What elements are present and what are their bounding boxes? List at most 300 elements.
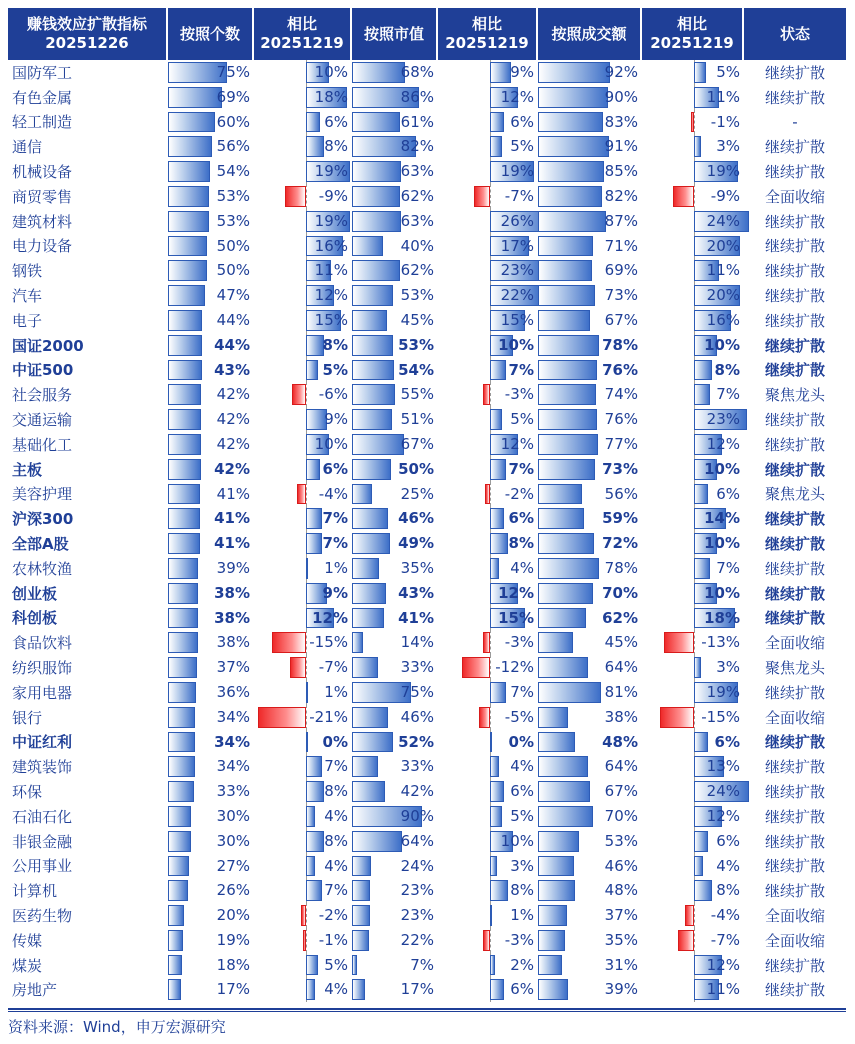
cell-count-change xyxy=(254,655,352,680)
cell-turnover xyxy=(538,779,642,804)
cell-count-change xyxy=(254,531,352,556)
cell-value: 5% xyxy=(324,955,348,974)
cell-mktcap xyxy=(352,506,438,531)
level-bar xyxy=(538,409,597,430)
table-row xyxy=(8,754,846,779)
cell-turnover xyxy=(538,804,642,829)
cell-value: 12% xyxy=(706,806,740,825)
row-status: 继续扩散 xyxy=(764,138,825,157)
cell-value: 23% xyxy=(400,881,434,900)
change-bar-negative xyxy=(285,186,306,207)
cell-mktcap xyxy=(352,308,438,333)
change-bar-positive xyxy=(490,409,502,430)
cell-count xyxy=(168,606,254,631)
cell-inner xyxy=(168,87,254,108)
level-bar xyxy=(168,112,215,133)
change-bar-positive xyxy=(306,756,322,777)
cell-value: 12% xyxy=(498,583,534,602)
cell-count xyxy=(168,705,254,730)
cell-inner xyxy=(352,508,438,529)
cell-count xyxy=(168,878,254,903)
cell-inner xyxy=(538,87,642,108)
level-bar xyxy=(168,310,202,331)
cell-inner xyxy=(438,608,538,629)
header-count-change-date: 20251219 xyxy=(260,34,344,52)
table-row xyxy=(8,655,846,680)
cell-turnover xyxy=(538,655,642,680)
change-bar-negative xyxy=(301,905,306,926)
row-name: 非银金融 xyxy=(12,832,73,851)
change-bar-positive xyxy=(694,880,712,901)
cell-inner xyxy=(254,508,352,529)
cell-value: 6% xyxy=(510,980,534,999)
cell-value: 19% xyxy=(706,682,740,701)
cell-turnover-change xyxy=(642,506,744,531)
change-bar-positive xyxy=(490,459,506,480)
cell-inner xyxy=(254,756,352,777)
cell-inner xyxy=(538,756,642,777)
cell-inner xyxy=(438,161,538,182)
cell-mktcap-change xyxy=(438,283,538,308)
cell-inner xyxy=(538,732,642,753)
cell-value: -3% xyxy=(504,385,534,404)
cell-value: -9% xyxy=(710,186,740,205)
cell-inner xyxy=(438,384,538,405)
header-mktcap: 按照市值 xyxy=(352,8,438,60)
cell-inner xyxy=(352,384,438,405)
cell-turnover-change xyxy=(642,110,744,135)
cell-count xyxy=(168,85,254,110)
cell-mktcap-change xyxy=(438,779,538,804)
table-row xyxy=(8,110,846,135)
cell-turnover-change xyxy=(642,655,744,680)
level-bar xyxy=(352,434,404,455)
cell-value: 0% xyxy=(322,732,348,751)
row-status: 继续扩散 xyxy=(764,783,825,801)
cell-value: 64% xyxy=(604,658,638,677)
cell-value: 11% xyxy=(706,87,740,106)
level-bar xyxy=(538,335,599,356)
level-bar xyxy=(352,533,390,554)
zero-axis xyxy=(694,928,695,953)
cell-inner xyxy=(538,831,642,852)
change-bar-positive xyxy=(306,682,308,703)
cell-turnover-change xyxy=(642,432,744,457)
cell-inner xyxy=(438,285,538,306)
cell-mktcap-change xyxy=(438,110,538,135)
change-bar-positive xyxy=(490,682,506,703)
level-bar xyxy=(168,508,200,529)
cell-turnover xyxy=(538,556,642,581)
cell-mktcap-change xyxy=(438,506,538,531)
level-bar xyxy=(168,756,195,777)
level-bar xyxy=(352,409,392,430)
cell-inner xyxy=(438,856,538,877)
row-status: 继续扩散 xyxy=(764,535,825,554)
diffusion-table xyxy=(8,8,846,1002)
row-name: 农林牧渔 xyxy=(12,559,73,578)
cell-value: 52% xyxy=(398,732,434,751)
level-bar xyxy=(352,459,391,480)
cell-count-change xyxy=(254,854,352,879)
cell-count-change xyxy=(254,209,352,234)
cell-value: 46% xyxy=(398,509,434,528)
cell-value: -3% xyxy=(504,930,534,949)
table-row xyxy=(8,953,846,978)
cell-turnover-change xyxy=(642,754,744,779)
cell-mktcap xyxy=(352,85,438,110)
cell-inner xyxy=(642,285,744,306)
level-bar xyxy=(538,459,595,480)
change-bar-negative xyxy=(474,186,490,207)
cell-turnover xyxy=(538,382,642,407)
cell-value: 24% xyxy=(706,782,740,801)
level-bar xyxy=(352,856,371,877)
cell-inner xyxy=(642,806,744,827)
cell-count-change xyxy=(254,581,352,606)
cell-inner xyxy=(352,186,438,207)
cell-count xyxy=(168,358,254,383)
level-bar xyxy=(352,310,387,331)
row-name: 煤炭 xyxy=(12,956,43,975)
cell-value: 26% xyxy=(500,211,534,230)
cell-inner xyxy=(254,781,352,802)
row-name: 建筑装饰 xyxy=(12,758,73,777)
cell-inner xyxy=(352,558,438,579)
level-bar xyxy=(168,955,182,976)
source-note: 资料来源：Wind，申万宏源研究 xyxy=(8,1018,226,1036)
cell-value: 70% xyxy=(604,806,638,825)
cell-value: 33% xyxy=(400,757,434,776)
table-row xyxy=(8,382,846,407)
cell-value: 67% xyxy=(400,434,434,453)
cell-inner xyxy=(538,335,642,356)
cell-inner xyxy=(438,756,538,777)
cell-count xyxy=(168,630,254,655)
cell-inner xyxy=(254,657,352,678)
cell-count-change xyxy=(254,333,352,358)
cell-value: 12% xyxy=(314,286,348,305)
level-bar xyxy=(168,87,222,108)
level-bar xyxy=(168,632,198,653)
cell-value: 39% xyxy=(216,558,250,577)
level-bar xyxy=(168,880,188,901)
cell-inner xyxy=(168,360,254,381)
cell-turnover-change xyxy=(642,630,744,655)
cell-turnover-change xyxy=(642,382,744,407)
row-status: 聚焦龙头 xyxy=(764,485,825,504)
cell-value: 5% xyxy=(510,410,534,429)
cell-value: 19% xyxy=(706,162,740,181)
cell-value: 11% xyxy=(314,261,348,280)
cell-value: 62% xyxy=(400,261,434,280)
cell-value: 67% xyxy=(604,310,638,329)
cell-value: 12% xyxy=(706,955,740,974)
cell-inner xyxy=(642,484,744,505)
row-status: 继续扩散 xyxy=(764,311,825,330)
row-status: 继续扩散 xyxy=(764,807,825,826)
zero-axis xyxy=(490,928,491,953)
level-bar xyxy=(352,335,393,356)
cell-value: 76% xyxy=(602,360,638,379)
header-turnover-change xyxy=(642,8,744,60)
cell-mktcap-change xyxy=(438,705,538,730)
level-bar xyxy=(538,285,595,306)
cell-turnover-change xyxy=(642,779,744,804)
cell-count xyxy=(168,209,254,234)
cell-mktcap-change xyxy=(438,730,538,755)
cell-inner xyxy=(168,831,254,852)
cell-inner xyxy=(352,112,438,133)
table-row xyxy=(8,85,846,110)
cell-value: 53% xyxy=(216,186,250,205)
cell-value: 10% xyxy=(314,434,348,453)
cell-inner xyxy=(352,583,438,604)
cell-value: 16% xyxy=(706,310,740,329)
change-bar-positive xyxy=(306,112,320,133)
zero-axis xyxy=(490,482,491,507)
change-bar-negative xyxy=(303,930,306,951)
cell-value: 56% xyxy=(216,137,250,156)
cell-inner xyxy=(642,880,744,901)
cell-inner xyxy=(168,434,254,455)
cell-count-change xyxy=(254,606,352,631)
cell-value: 61% xyxy=(400,112,434,131)
level-bar xyxy=(168,161,210,182)
cell-turnover-change xyxy=(642,878,744,903)
change-bar-positive xyxy=(306,533,322,554)
cell-value: -2% xyxy=(318,906,348,925)
row-status: 继续扩散 xyxy=(764,584,825,603)
row-name: 银行 xyxy=(12,708,43,727)
cell-turnover xyxy=(538,928,642,953)
cell-turnover xyxy=(538,829,642,854)
cell-inner xyxy=(538,409,642,430)
cell-count-change xyxy=(254,506,352,531)
cell-inner xyxy=(352,806,438,827)
row-name: 基础化工 xyxy=(12,435,73,454)
level-bar xyxy=(168,806,191,827)
cell-count-change xyxy=(254,804,352,829)
cell-turnover-change xyxy=(642,829,744,854)
level-bar xyxy=(168,831,191,852)
cell-value: 78% xyxy=(602,335,638,354)
cell-mktcap xyxy=(352,655,438,680)
cell-inner xyxy=(168,186,254,207)
cell-value: 10% xyxy=(498,335,534,354)
cell-value: 4% xyxy=(324,980,348,999)
header-status: 状态 xyxy=(744,8,846,60)
cell-inner xyxy=(438,112,538,133)
cell-value: -5% xyxy=(504,707,534,726)
cell-value: 37% xyxy=(604,906,638,925)
cell-turnover-change xyxy=(642,730,744,755)
cell-value: 71% xyxy=(604,236,638,255)
cell-value: 53% xyxy=(400,286,434,305)
cell-value: 6% xyxy=(716,484,740,503)
cell-inner xyxy=(254,186,352,207)
cell-value: 39% xyxy=(604,980,638,999)
change-bar-negative xyxy=(290,657,306,678)
cell-value: -4% xyxy=(710,906,740,925)
cell-inner xyxy=(438,806,538,827)
cell-turnover-change xyxy=(642,482,744,507)
cell-inner xyxy=(352,236,438,257)
cell-value: 7% xyxy=(508,360,534,379)
zero-axis xyxy=(694,705,695,730)
zero-axis xyxy=(306,705,307,730)
level-bar xyxy=(538,508,584,529)
cell-turnover xyxy=(538,358,642,383)
row-status: 聚焦龙头 xyxy=(764,659,825,678)
cell-value: 53% xyxy=(216,211,250,230)
cell-inner xyxy=(352,409,438,430)
cell-mktcap-change xyxy=(438,903,538,928)
change-bar-positive xyxy=(306,781,324,802)
cell-count-change xyxy=(254,680,352,705)
row-name: 建筑材料 xyxy=(12,212,73,231)
cell-inner xyxy=(438,880,538,901)
cell-turnover-change xyxy=(642,705,744,730)
cell-value: 27% xyxy=(216,856,250,875)
row-name: 食品饮料 xyxy=(12,634,73,653)
header-indicator-date: 20251226 xyxy=(45,34,129,52)
cell-inner xyxy=(168,806,254,827)
level-bar xyxy=(352,707,388,728)
level-bar xyxy=(168,583,198,604)
cell-turnover-change xyxy=(642,358,744,383)
level-bar xyxy=(538,732,575,753)
level-bar xyxy=(168,335,202,356)
cell-turnover xyxy=(538,581,642,606)
cell-inner xyxy=(538,979,642,1000)
row-name: 汽车 xyxy=(12,287,43,306)
level-bar xyxy=(538,136,609,157)
row-status: 继续扩散 xyxy=(764,758,825,777)
cell-count-change xyxy=(254,85,352,110)
cell-inner xyxy=(254,236,352,257)
cell-count xyxy=(168,928,254,953)
cell-count xyxy=(168,159,254,184)
cell-value: 50% xyxy=(216,261,250,280)
cell-inner xyxy=(642,955,744,976)
cell-turnover-change xyxy=(642,804,744,829)
change-bar-positive xyxy=(306,508,322,529)
cell-mktcap xyxy=(352,457,438,482)
row-status: 聚焦龙头 xyxy=(764,386,825,405)
cell-value: 10% xyxy=(704,335,740,354)
cell-value: 6% xyxy=(322,459,348,478)
cell-inner xyxy=(168,632,254,653)
cell-inner xyxy=(438,657,538,678)
cell-inner xyxy=(352,955,438,976)
cell-value: 23% xyxy=(706,410,740,429)
level-bar xyxy=(352,831,402,852)
cell-inner xyxy=(168,384,254,405)
cell-inner xyxy=(538,434,642,455)
cell-value: 50% xyxy=(398,459,434,478)
cell-count-change xyxy=(254,308,352,333)
cell-inner xyxy=(438,508,538,529)
cell-value: 20% xyxy=(216,906,250,925)
cell-count xyxy=(168,829,254,854)
level-bar xyxy=(352,360,394,381)
row-name: 商贸零售 xyxy=(12,187,73,206)
cell-count-change xyxy=(254,358,352,383)
cell-value: 76% xyxy=(604,410,638,429)
level-bar xyxy=(352,905,370,926)
table-row xyxy=(8,606,846,631)
cell-inner xyxy=(642,310,744,331)
level-bar xyxy=(538,87,608,108)
cell-value: 11% xyxy=(706,261,740,280)
cell-turnover xyxy=(538,854,642,879)
level-bar xyxy=(352,756,378,777)
cell-value: 43% xyxy=(214,360,250,379)
change-bar-negative xyxy=(483,632,490,653)
cell-value: 23% xyxy=(400,906,434,925)
cell-turnover xyxy=(538,531,642,556)
change-bar-positive xyxy=(694,136,701,157)
level-bar xyxy=(538,880,575,901)
change-bar-positive xyxy=(306,955,318,976)
cell-mktcap-change xyxy=(438,606,538,631)
cell-inner xyxy=(642,608,744,629)
cell-inner xyxy=(438,260,538,281)
cell-inner xyxy=(538,955,642,976)
change-bar-positive xyxy=(306,831,324,852)
cell-value: 51% xyxy=(400,410,434,429)
cell-value: 17% xyxy=(400,980,434,999)
table-row xyxy=(8,283,846,308)
cell-inner xyxy=(438,434,538,455)
zero-axis xyxy=(490,382,491,407)
cell-mktcap-change xyxy=(438,630,538,655)
cell-inner xyxy=(352,856,438,877)
level-bar xyxy=(538,657,588,678)
level-bar xyxy=(168,930,183,951)
cell-inner xyxy=(538,310,642,331)
cell-value: 36% xyxy=(216,682,250,701)
header-mktcap-change-title: 相比 xyxy=(471,15,502,33)
level-bar xyxy=(168,409,201,430)
cell-value: 14% xyxy=(400,633,434,652)
cell-count xyxy=(168,730,254,755)
cell-mktcap-change xyxy=(438,928,538,953)
cell-value: 75% xyxy=(216,63,250,81)
cell-value: 15% xyxy=(314,310,348,329)
cell-value: 67% xyxy=(604,782,638,801)
cell-value: 87% xyxy=(604,211,638,230)
cell-inner xyxy=(352,930,438,951)
cell-turnover-change xyxy=(642,60,744,85)
change-bar-negative xyxy=(483,930,490,951)
cell-value: 23% xyxy=(500,261,534,280)
cell-count-change xyxy=(254,60,352,85)
cell-turnover xyxy=(538,258,642,283)
table-row xyxy=(8,60,846,85)
cell-mktcap xyxy=(352,110,438,135)
level-bar xyxy=(352,955,357,976)
level-bar xyxy=(352,484,372,505)
cell-value: -7% xyxy=(504,186,534,205)
cell-inner xyxy=(254,285,352,306)
cell-inner xyxy=(438,459,538,480)
cell-mktcap xyxy=(352,134,438,159)
cell-turnover xyxy=(538,85,642,110)
cell-turnover xyxy=(538,60,642,85)
cell-mktcap-change xyxy=(438,209,538,234)
